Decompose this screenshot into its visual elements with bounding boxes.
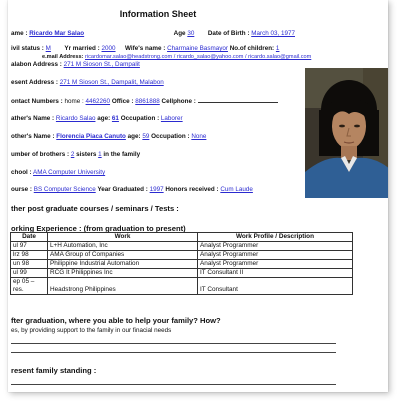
work-experience-table: [10, 232, 353, 295]
contact-row: ontact Numbers : home : 4462260 Office : 8861888 Cellphone :: [11, 97, 278, 106]
table-row: ul 97 L+H Automation, Inc Analyst Programmer: [11, 242, 353, 251]
family-standing-heading: resent family standing :: [11, 366, 97, 375]
answer-line: [11, 352, 336, 353]
table-row: ep 05 – res. Headstrong Philippines IT Consultant: [11, 278, 353, 295]
postgrad-heading: ther post graduate courses / seminars / Tests :: [11, 204, 179, 213]
help-question: fter graduation, where you able to help your family? How?: [11, 316, 221, 325]
father-row: ather's Name : Ricardo Salao age: 61 Occupation : Laborer: [11, 115, 183, 122]
name-row: ame : Ricardo Mar Salao Age 30 Date of Birth : March 03, 1977: [11, 30, 295, 37]
profile-photo: [305, 68, 388, 198]
table-row: lrz 98 AMA Group of Companies Analyst Programmer: [11, 251, 353, 260]
col-profile: Work Profile / Description: [198, 233, 353, 242]
malabon-address-row: alabon Address : 271 M Sioson St., Dampalit: [11, 61, 140, 68]
help-answer: es, by providing support to the family in our finacial needs: [11, 327, 172, 334]
table-header-row: [11, 233, 353, 242]
name-value: Ricardo Mar Salao: [29, 30, 85, 37]
answer-line: [11, 343, 336, 344]
sheet-title: Information Sheet: [119, 9, 197, 19]
mother-row: other's Name : Florencia Piaca Canuto age: 59 Occupation : None: [11, 133, 207, 140]
dob-value: March 03, 1977: [251, 30, 295, 37]
work-heading: orking Experience : (from graduation to present): [11, 224, 186, 233]
col-date: Date: [11, 233, 48, 242]
answer-line: [11, 384, 336, 385]
cellphone-blank: [198, 97, 278, 103]
information-sheet: [8, 0, 388, 392]
email-value: ricardomar.salao@headstrong.com / ricardo_salao@yahoo.com / ricardo.salao@gmail.com: [85, 54, 312, 60]
school-row: chool : AMA Computer University: [11, 169, 106, 176]
present-address-row: esent Address : 271 M Sioson St., Dampalit, Malabon: [11, 79, 164, 86]
portrait-image: [305, 68, 388, 198]
table-row: ul 99 RCG It Philippines Inc IT Consultant II: [11, 269, 353, 278]
email-row: e.mail Address: ricardomar.salao@headstrong.com / ricardo_salao@yahoo.com / ricardo.salao@gmail.com: [42, 54, 312, 60]
col-work: Work: [48, 233, 198, 242]
age-value: 30: [187, 30, 195, 37]
civil-row: ivil status : M Yr married : 2000 Wife's name : Charmaine Basmayor No.of children: 1: [11, 45, 280, 52]
siblings-row: umber of brothers : 2 sisters 1 in the family: [11, 151, 141, 158]
course-row: ourse : BS Computer Science Year Graduated : 1997 Honors received : Cum Laude: [11, 186, 253, 193]
table-row: un 98 Philippine Industrial Automation Analyst Programmer: [11, 260, 353, 269]
